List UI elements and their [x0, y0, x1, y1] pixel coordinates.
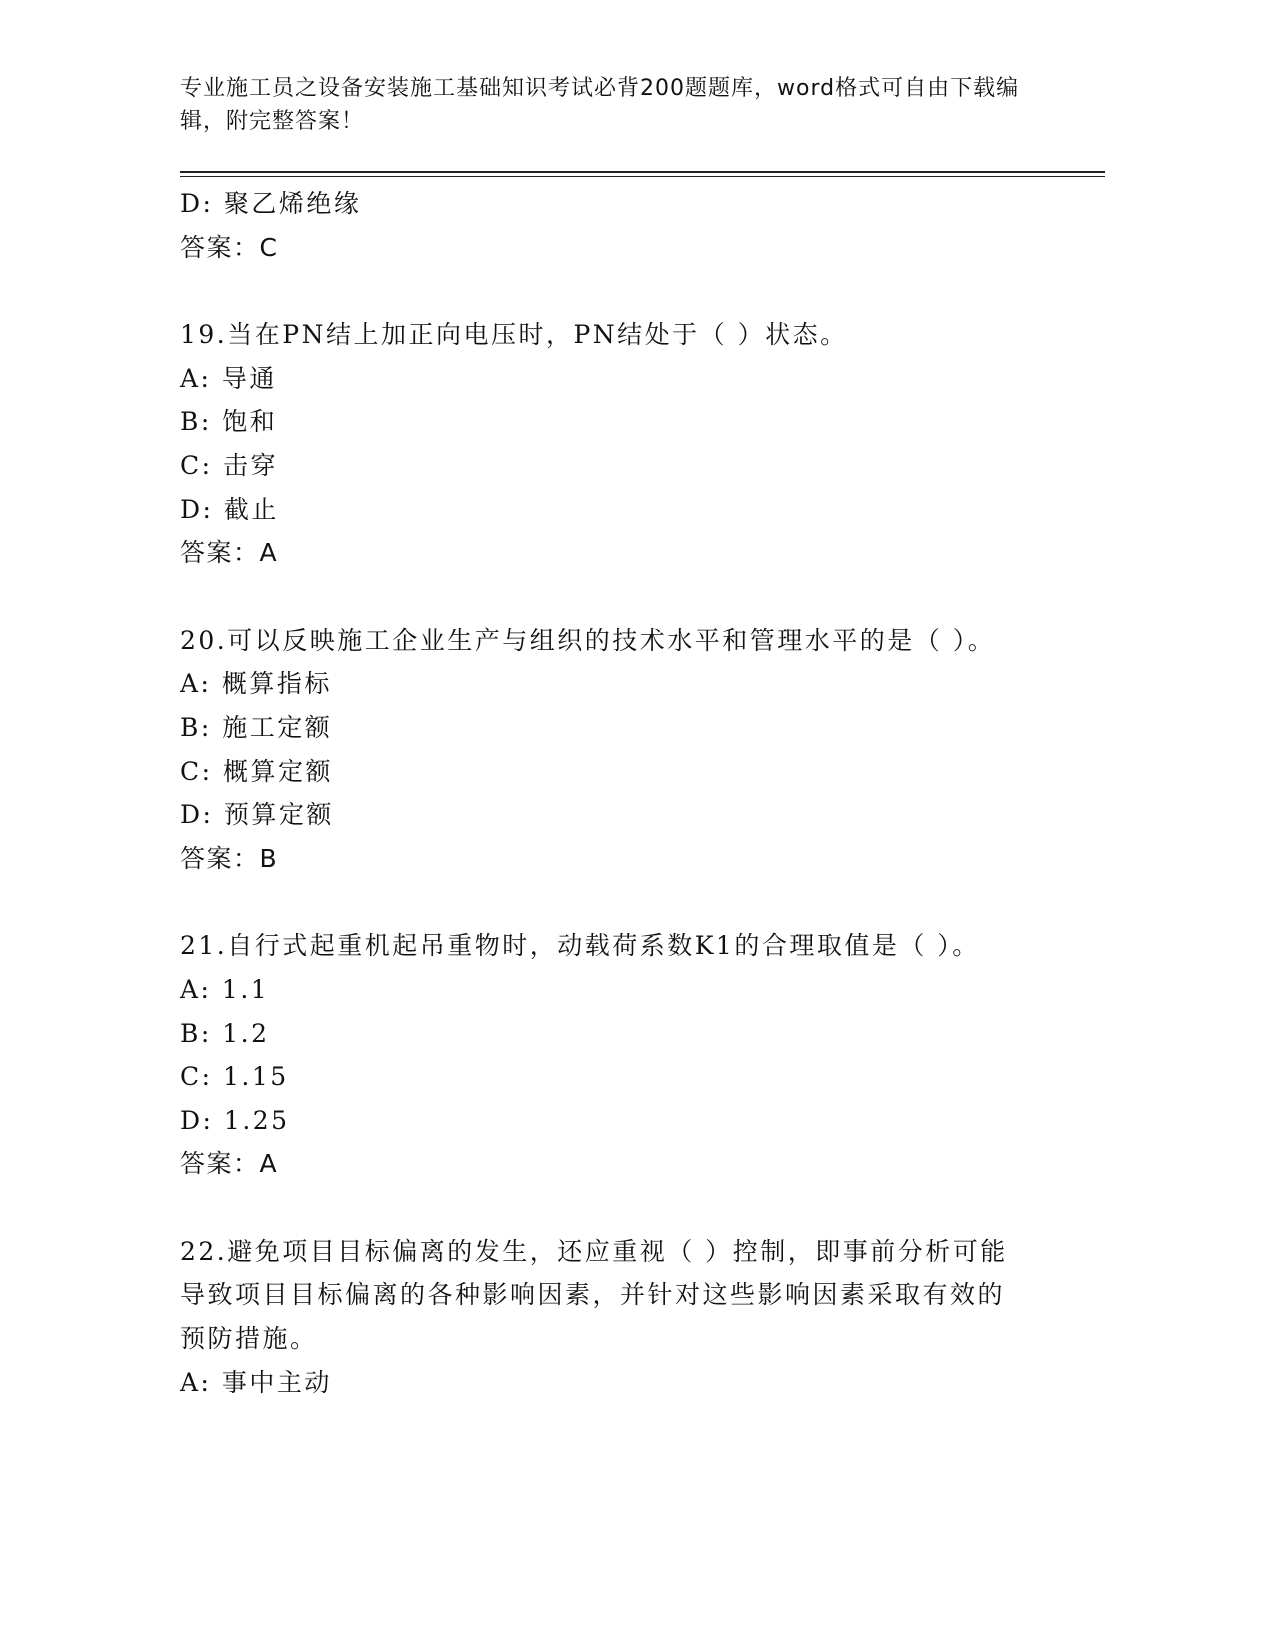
- question-text: 20.可以反映施工企业生产与组织的技术水平和管理水平的是（ ）。: [180, 625, 996, 655]
- option-c: C: 击穿: [180, 450, 278, 480]
- spacer: [180, 1186, 1080, 1230]
- option-a: A: 事中主动: [180, 1367, 332, 1397]
- option-d: D: 截止: [180, 494, 279, 524]
- option-b: B: 饱和: [180, 407, 278, 437]
- question-text: 22.避免项目目标偏离的发生，还应重视（ ）控制，即事前分析可能导致项目目标偏离的各种影响因素，并针对这些影响因素采取有效的预防措施。: [180, 1236, 1008, 1354]
- option-b: B: 施工定额: [180, 712, 333, 742]
- question-19: [180, 313, 1080, 575]
- option-a: A: 导通: [180, 363, 277, 393]
- option-a: A: 1.1: [180, 974, 270, 1004]
- spacer: [180, 575, 1080, 619]
- header-divider-thick: [180, 171, 1105, 173]
- question-21: [180, 924, 1080, 1186]
- header-divider-thin: [180, 176, 1105, 177]
- spacer: [180, 269, 1080, 313]
- option-d: D: 聚乙烯绝缘: [180, 189, 362, 218]
- option-a: A: 概算指标: [180, 669, 332, 699]
- question-text: 19.当在PN结上加正向电压时，PN结处于（ ）状态。: [180, 320, 848, 350]
- answer-line: 答案：C: [180, 232, 279, 262]
- option-d: D: 1.25: [180, 1105, 290, 1135]
- option-d: D: 预算定额: [180, 800, 334, 830]
- answer-line: 答案：A: [180, 538, 279, 568]
- option-c: C: 概算定额: [180, 756, 333, 786]
- answer-line: 答案：B: [180, 843, 279, 873]
- document-header-title: 专业施工员之设备安装施工基础知识考试必背200题题库，word格式可自由下载编辑，附完整答案！: [180, 76, 1020, 134]
- option-c: C: 1.15: [180, 1062, 289, 1092]
- question-content: [180, 182, 1080, 1404]
- option-b: B: 1.2: [180, 1018, 270, 1048]
- question-text: 21.自行式起重机起吊重物时，动载荷系数K1的合理取值是（ ）。: [180, 931, 980, 961]
- question-20: [180, 619, 1080, 881]
- spacer: [180, 880, 1080, 924]
- answer-line: 答案：A: [180, 1149, 279, 1179]
- question-22: [180, 1230, 1080, 1404]
